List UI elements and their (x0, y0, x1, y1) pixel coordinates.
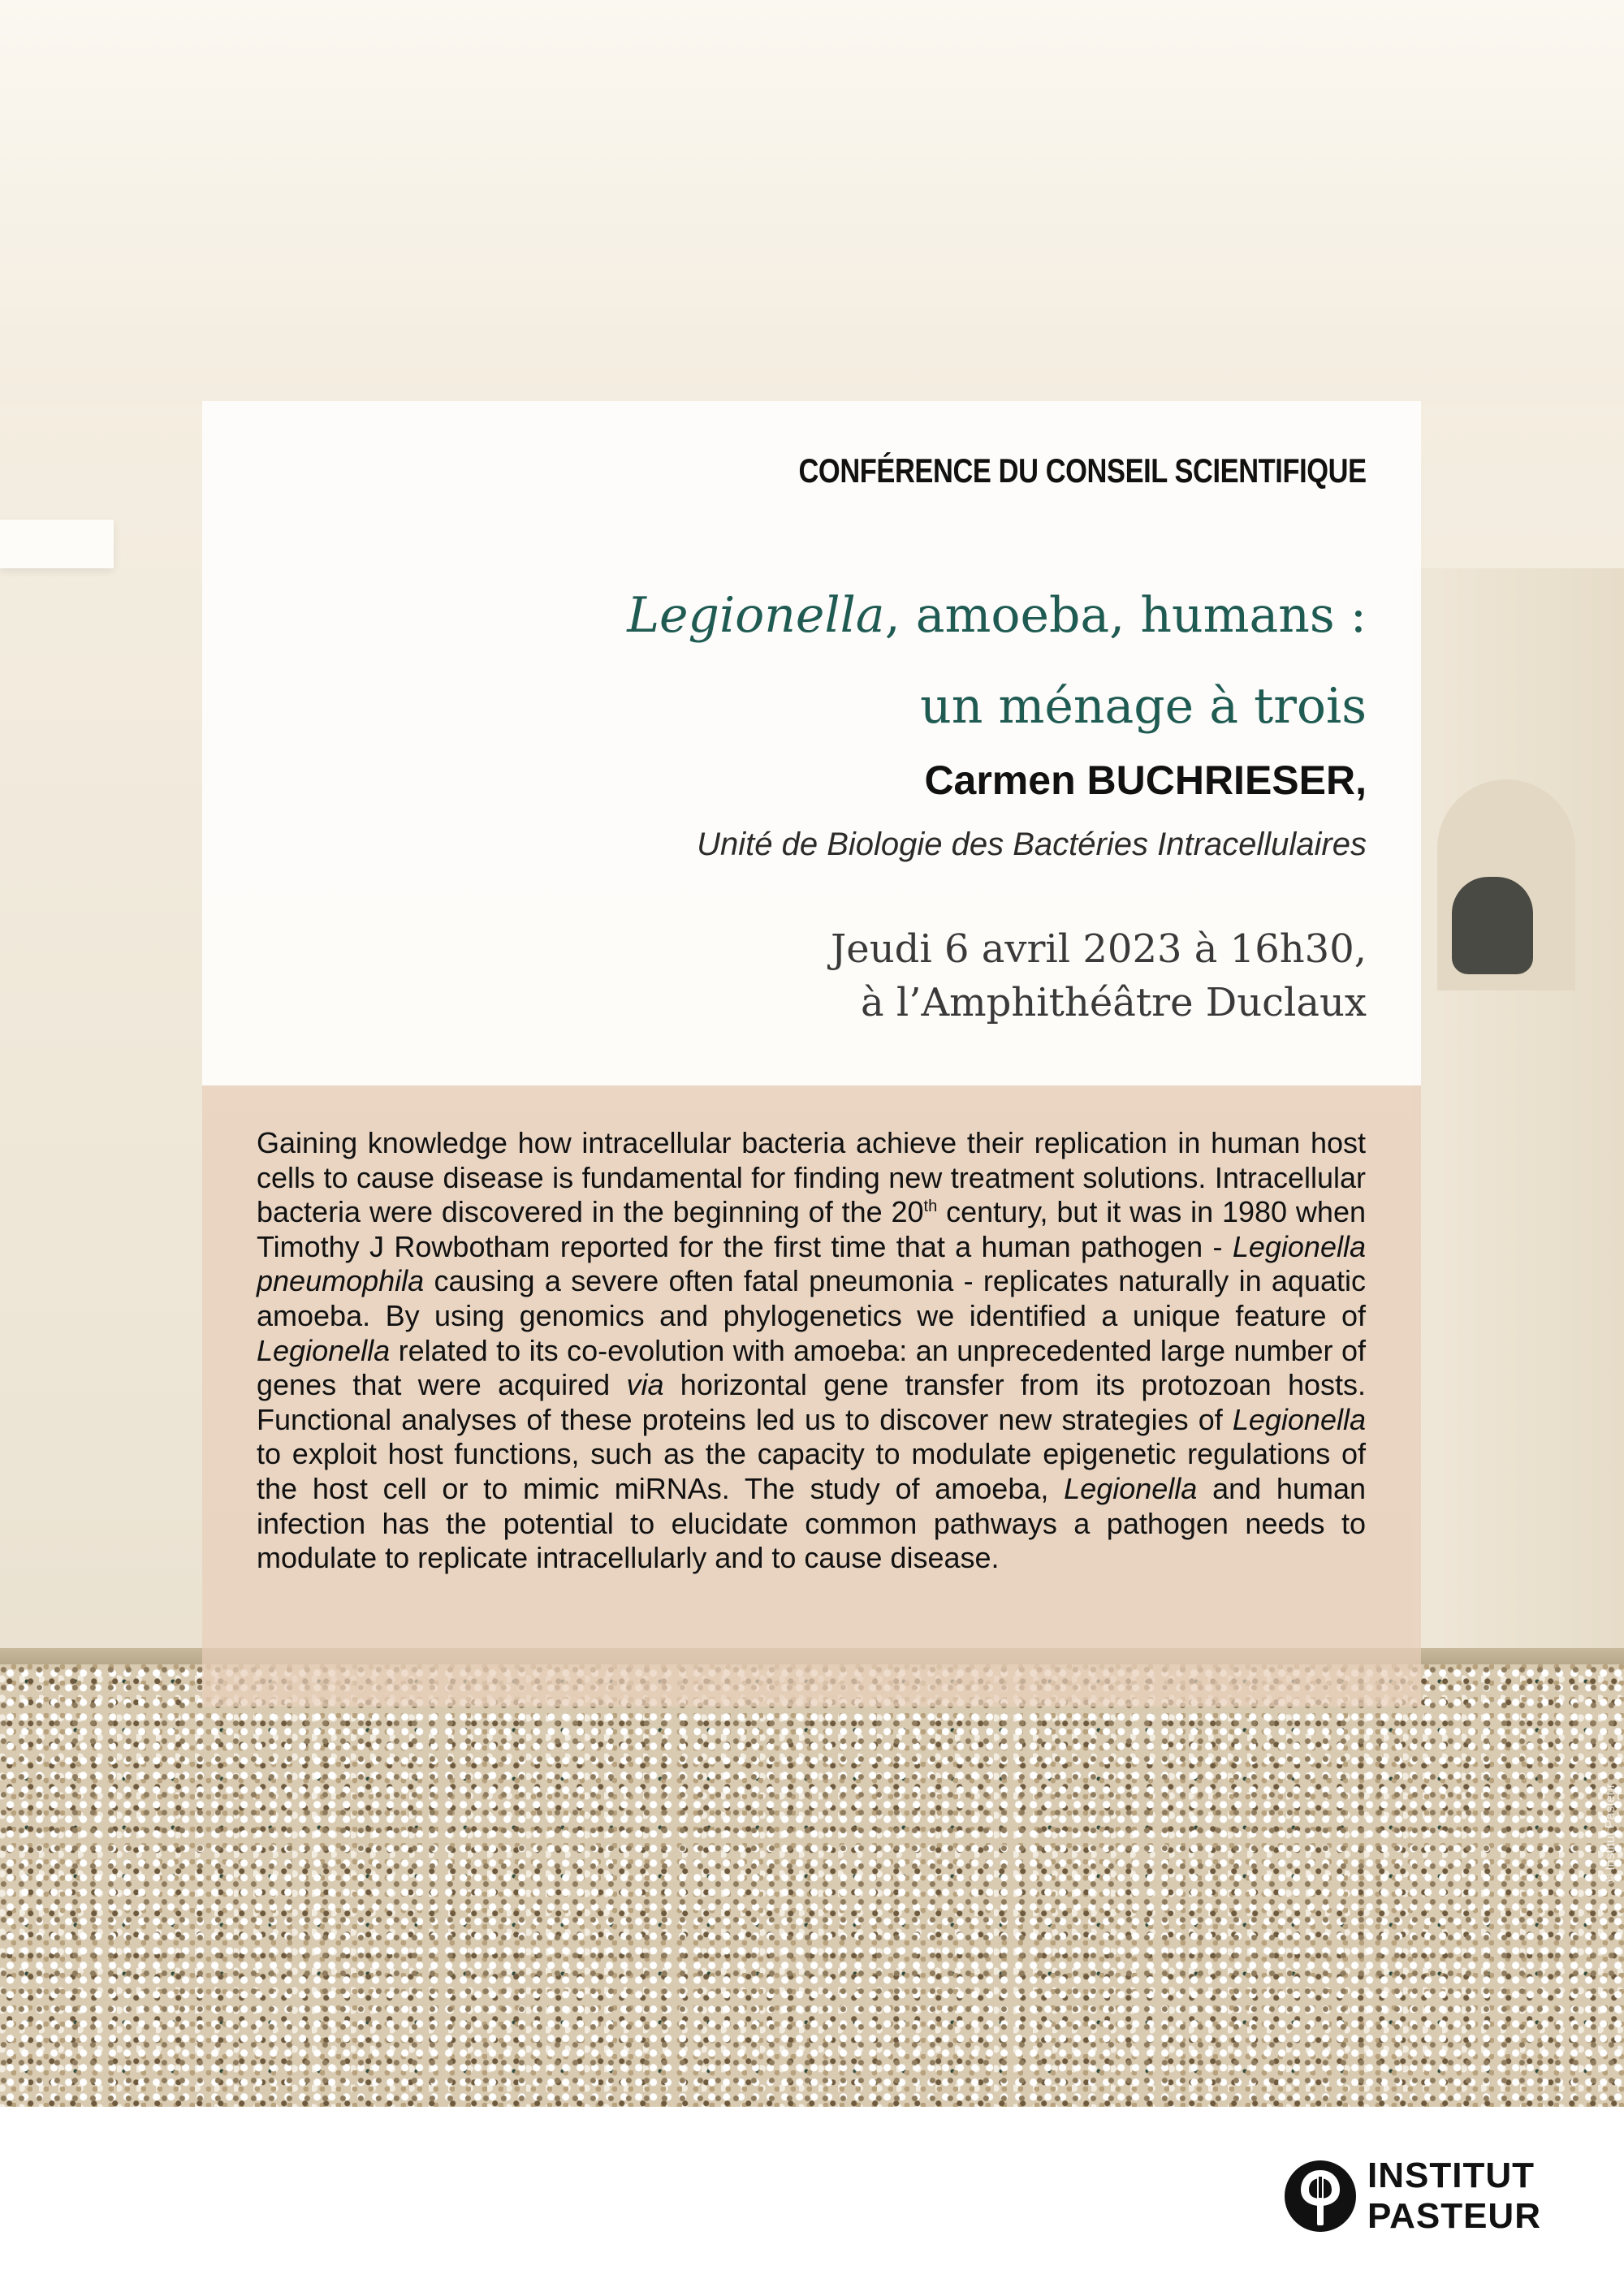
abstract-part: related to its co-evolution with amoeba: an unprecedented large number of genes that were acquired (257, 1333, 1366, 1402)
abstract-text (257, 1126, 1366, 1576)
photo-credit: © Institut Pasteur (1604, 1784, 1618, 1884)
abstract-panel (202, 1085, 1421, 1707)
abstract-superscript: th (923, 1198, 938, 1216)
speaker-name: Carmen BUCHRIESER, (924, 757, 1367, 803)
mosaic-floor (0, 1664, 1624, 2107)
title-panel (202, 401, 1421, 1085)
event-details (831, 922, 1367, 1029)
ceiling-area (0, 0, 1624, 406)
talk-title (627, 570, 1367, 752)
institut-pasteur-logo (1283, 2156, 1559, 2237)
abstract-italic: Legionella (1232, 1402, 1366, 1436)
abstract-part: century, but it was in 1980 when Timothy J Rowbotham reported for the first time that a human pathogen - (257, 1195, 1366, 1263)
bust-statue (1452, 877, 1533, 974)
right-wall (1413, 568, 1624, 1656)
abstract-italic: via (626, 1368, 664, 1402)
conference-label: CONFÉRENCE DU CONSEIL SCIENTIFIQUE (798, 451, 1367, 490)
event-venue: à l’Amphithéâtre Duclaux (860, 980, 1367, 1025)
logo-line1: INSTITUT (1367, 2156, 1535, 2195)
abstract-part: causing a severe often fatal pneumonia - replicates naturally in aquatic amoeba. By using genomics and phylogenetics we identified a unique feature of (257, 1264, 1366, 1332)
abstract-part: to exploit host functions, such as the capacity to modulate epigenetic regulations of the host cell or to mimic miRNAs. The study of amoeba, (257, 1437, 1366, 1505)
abstract-italic: Legionella pneumophila (257, 1229, 1366, 1298)
abstract-part: horizontal gene transfer from its protozoan hosts. Functional analyses of these proteins led us to discover new strategies of (257, 1368, 1367, 1436)
speaker-unit: Unité de Biologie des Bactéries Intracellulaires (697, 826, 1367, 862)
event-date-time: Jeudi 6 avril 2023 à 16h30, (831, 926, 1367, 972)
title-line1-rest: , amoeba, humans : (884, 587, 1367, 644)
logo-line2: PASTEUR (1367, 2196, 1541, 2236)
title-line2: un ménage à trois (920, 678, 1367, 735)
abstract-italic: Legionella (1064, 1471, 1198, 1505)
abstract-part: Gaining knowledge how intracellular bacteria achieve their replication in human host cells to cause disease is fundamental for finding new treatment solutions. Intracellular bacteria were discovered in the beginning of the 20 (257, 1126, 1366, 1229)
wall-lamp (0, 520, 114, 568)
institut-pasteur-logo-icon (1283, 2159, 1358, 2233)
abstract-part: and human infection has the potential to elucidate common pathways a pathogen needs to modulate to replicate intracellularly and to cause disease. (257, 1471, 1366, 1575)
title-italic-part: Legionella (627, 587, 885, 644)
logo-text (1367, 2156, 1541, 2237)
abstract-italic: Legionella (257, 1333, 391, 1367)
